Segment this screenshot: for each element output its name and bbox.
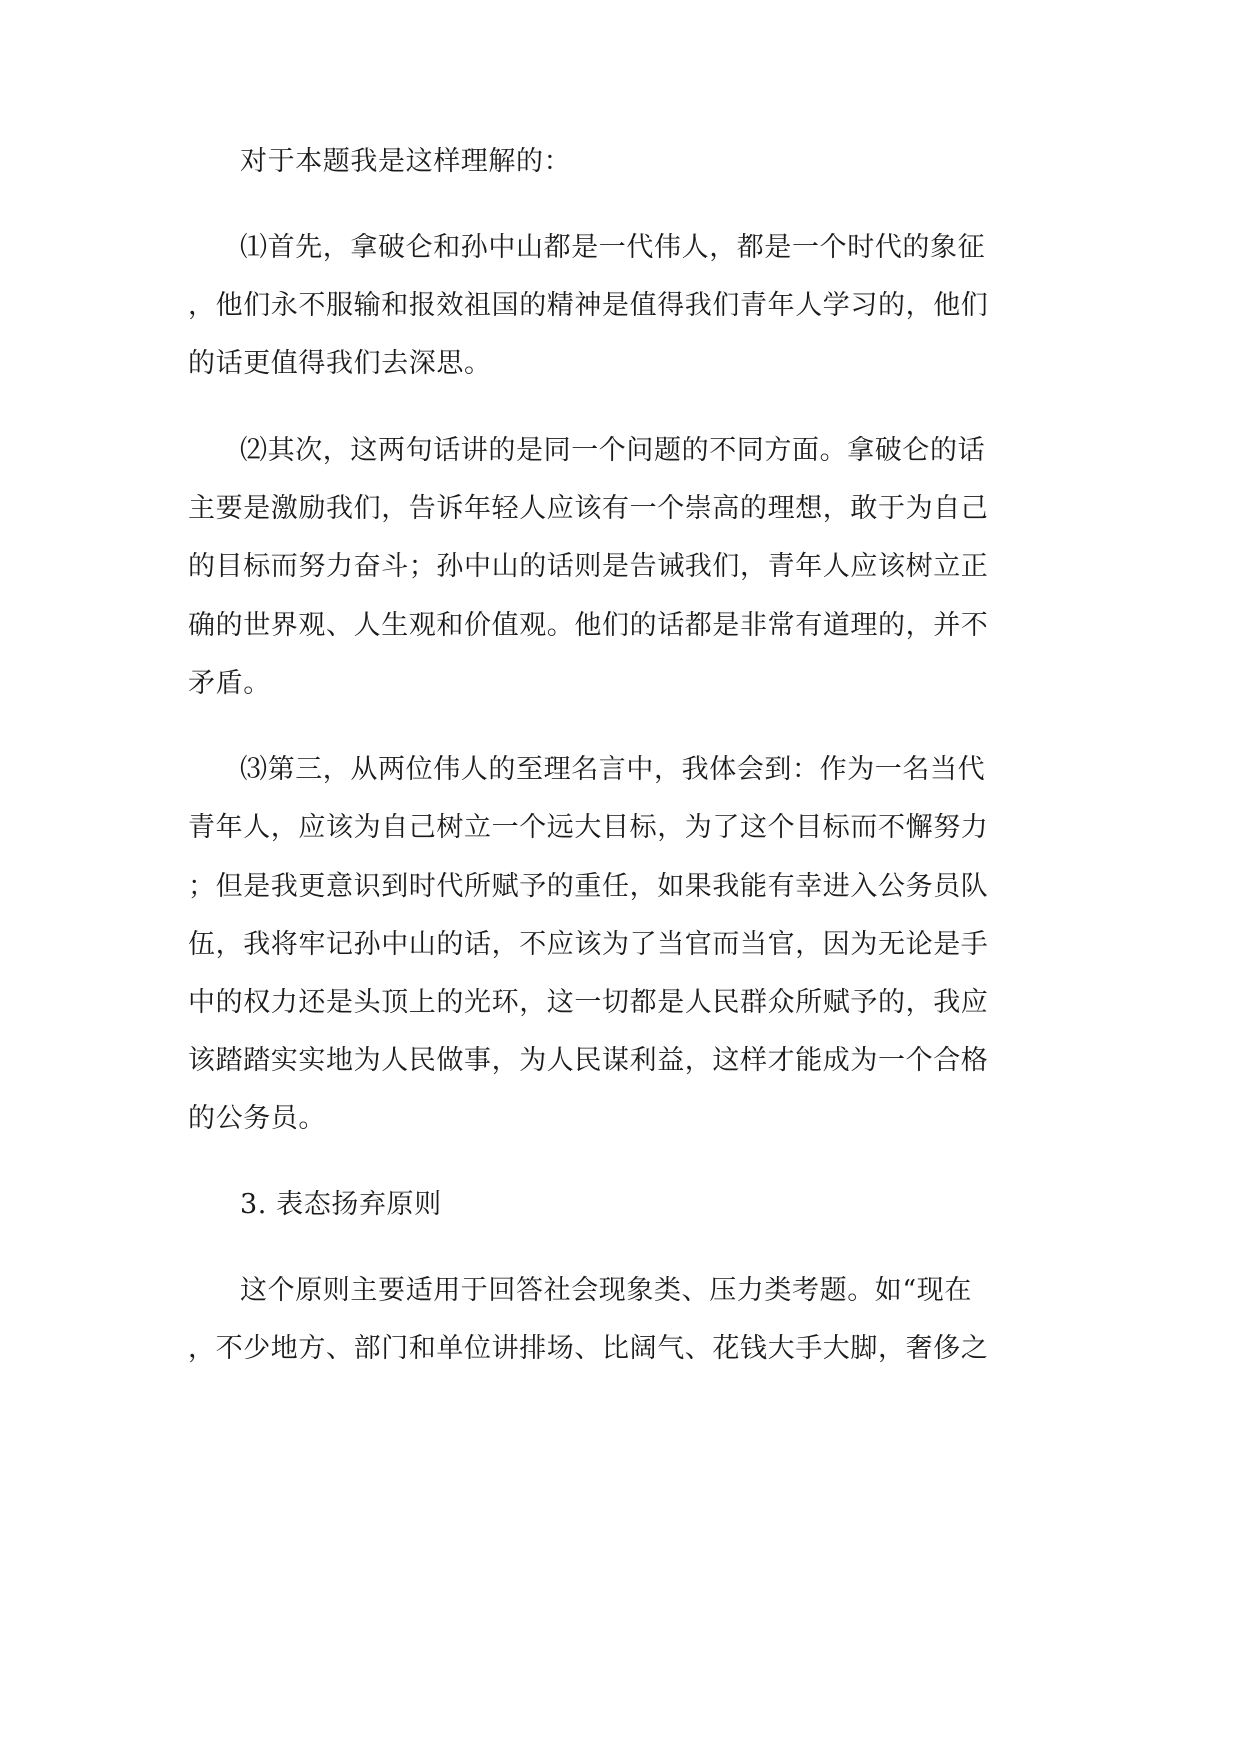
paragraph-line: ，他们永不服输和报效祖国的精神是值得我们青年人学习的，他们	[188, 290, 989, 321]
paragraph-line: 矛盾。	[188, 668, 271, 699]
paragraph-line: 该踏踏实实地为人民做事，为人民谋利益，这样才能成为一个合格	[188, 1045, 989, 1076]
paragraph-line: ⑴首先，拿破仑和孙中山都是一代伟人，都是一个时代的象征	[240, 232, 986, 263]
paragraph-line: 中的权力还是头顶上的光环，这一切都是人民群众所赋予的，我应	[188, 987, 989, 1018]
paragraph-line: 的公务员。	[188, 1103, 326, 1134]
paragraph-line: 确的世界观、人生观和价值观。他们的话都是非常有道理的，并不	[188, 610, 989, 641]
paragraph-line: ⑶第三，从两位伟人的至理名言中，我体会到：作为一名当代	[240, 754, 986, 785]
paragraph-line: ；但是我更意识到时代所赋予的重任，如果我能有幸进入公务员队	[188, 871, 989, 902]
paragraph-line: 这个原则主要适用于回答社会现象类、压力类考题。如“现在	[240, 1275, 973, 1306]
paragraph-line: ⑵其次，这两句话讲的是同一个问题的不同方面。拿破仑的话	[240, 435, 986, 466]
paragraph-line: 主要是激励我们，告诉年轻人应该有一个崇高的理想，敢于为自己	[188, 493, 989, 524]
paragraph-line: 的目标而努力奋斗；孙中山的话则是告诫我们，青年人应该树立正	[188, 551, 989, 582]
section-heading: 3. 表态扬弃原则	[240, 1189, 442, 1220]
paragraph-line: 伍，我将牢记孙中山的话，不应该为了当官而当官，因为无论是手	[188, 929, 989, 960]
paragraph-line: 的话更值得我们去深思。	[188, 348, 492, 379]
paragraph-line: 青年人，应该为自己树立一个远大目标，为了这个目标而不懈努力	[188, 812, 989, 843]
paragraph-line: ，不少地方、部门和单位讲排场、比阔气、花钱大手大脚，奢侈之	[188, 1333, 989, 1364]
intro-line: 对于本题我是这样理解的：	[240, 146, 572, 177]
